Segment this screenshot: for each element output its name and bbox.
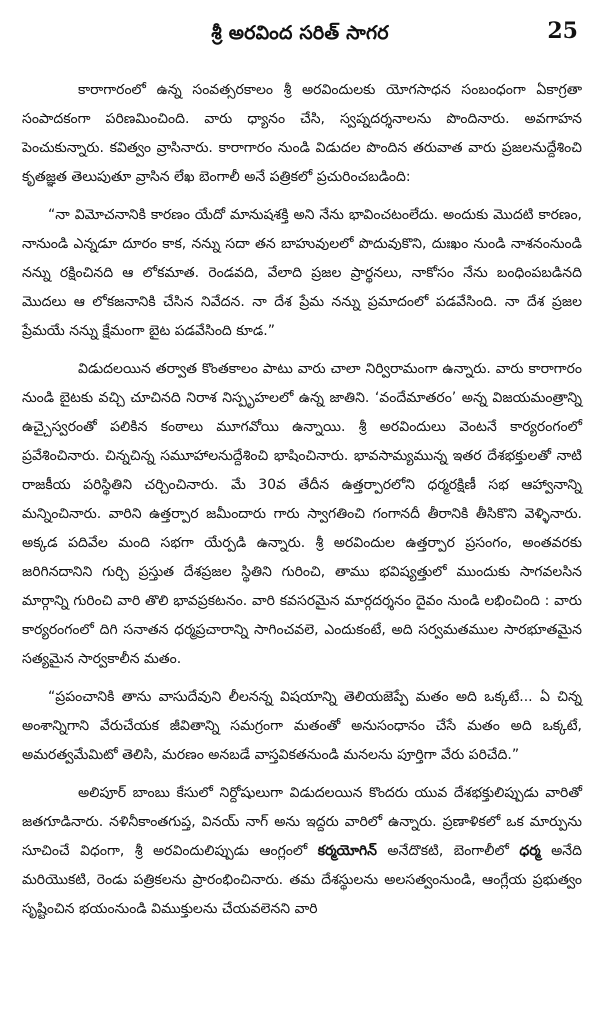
body-text [22, 76, 582, 933]
page-header [0, 16, 600, 56]
paragraph-journals [22, 779, 582, 924]
quote-sanatana-dharma: “ప్రపంచానికి తాను వాసుదేవుని లీలనన్న విషయాన్ని తెలియజెప్పే మతం అది ఒక్కటే... ఏ చిన్న అంశాన్నిగాని వేరుచేయక జీవితాన్ని సమగ్రంగా మతంతో అనుసంధానం చేసే మతం అది ఒక్కటే, అమరత్వమేమిటో తెలిసి, మరణం అనబడే వాస్తవికతనుండి మనలను పూర్తిగా వేరు పరిచేది.” [22, 689, 582, 763]
running-title: శ్రీ అరవింద సరిత్ సాగర [211, 22, 389, 44]
journal-name-karmayogin: కర్మయోగిన్ [317, 843, 377, 859]
text-span: అలిపూర్ బాంబు కేసులో నిర్దోషులుగా విడుదలయిన కొందరు యువ దేశభక్తులిప్పుడు వారితో జతగూడినారు. నళినీకాంతగుప్త, వినయ్ నాగ్ అను ఇద్దరు వారిలో ఉన్నారు. ప్రణాళికలో ఒక మార్పును సూచించే విధంగా, శ్రీ అరవిందులిప్పుడు ఆంగ్లంలో [22, 785, 582, 859]
text-span: అనేది మరియొకటి, రెండు పత్రికలను ప్రారంభించినారు. తమ దేశస్థులను అలసత్వంనుండి, ఆంగ్లేయ ప్రభుత్వం సృష్టించిన భయంనుండి విముక్తులను చేయవలెనని వారి [22, 843, 582, 917]
page-number: 25 [547, 18, 578, 44]
paragraph-after-release: విడుదలయిన తర్వాత కొంతకాలం పాటు వారు చాలా నిర్విరామంగా ఉన్నారు. వారు కారాగారం నుండి బైటకు వచ్చి చూచినది నిరాశ నిస్పృహలలో ఉన్న జాతిని. ‘వందేమాతరం’ అన్న విజయమంత్రాన్ని ఉచ్చైస్వరంతో పలికిన కంఠాలు మూగవోయి ఉన్నాయి. శ్రీ అరవిందులు వెంటనే కార్యరంగంలో ప్రవేశించినారు. చిన్నచిన్న సమూహాలనుద్దేశించి భాషించినారు. భావసామ్యమున్న ఇతర దేశభక్తులతో నాటి రాజకీయ పరిస్థితిని చర్చించినారు. మే 30వ తేదీన ఉత్తర్పారలోని ధర్మరక్షిణీ సభ ఆహ్వానాన్ని మన్నించినారు. వారిని ఉత్తర్పార జమీందారు గారు స్వాగతించి గంగానదీ తీరానికి తీసికొని వెళ్ళినారు. అక్కడ పదివేల మంది సభగా యేర్పడి ఉన్నారు. శ్రీ అరవిందుల ఉత్తర్పార ప్రసంగం, అంతవరకు జరిగినదానిని గుర్చి ప్రస్తుత దేశప్రజల స్థితిని గురించి, తాము భవిష్యత్తులో ముందుకు సాగవలసిన మార్గాన్ని గురించి వారి తొలి భావప్రకటనం. వారి కవసరమైన మార్గదర్శనం దైవం నుండి లభించింది : వారు కార్యరంగంలో దిగి సనాతన ధర్మప్రచారాన్ని సాగించవలె, ఎందుకంటే, అది సర్వమతముల సారభూతమైన సత్యమైన సార్వకాలీన మతం. [22, 361, 582, 667]
paragraph-prison-period: కారాగారంలో ఉన్న సంవత్సరకాలం శ్రీ అరవిందులకు యోగసాధన సంబంధంగా ఏకాగ్రతా సంపాదకంగా పరిణమించింది. వారు ధ్యానం చేసి, స్వప్నదర్శనాలను పొందినారు. అవగాహన పెంచుకున్నారు. కవిత్వం వ్రాసినారు. కారాగారం నుండి విడుదల పొందిన తరువాత వారు ప్రజలనుద్దేశించి కృతజ్ఞత తెలుపుతూ వ్రాసిన లేఖ బెంగాలీ అనే పత్రికలో ప్రచురించబడింది: [22, 82, 582, 185]
quote-liberation-letter: “నా విమోచనానికి కారణం యేదో మానుషశక్తి అని నేను భావించటంలేదు. అందుకు మొదటి కారణం, నానుండి ఎన్నడూ దూరం కాక, నన్ను సదా తన బాహువులలో పొదువుకొని, దుఃఖం నుండి నాశనంనుండి నన్ను రక్షించినది ఆ లోకమాత. రెండవది, వేలాది ప్రజల ప్రార్థనలు, నాకోసం నేను బంధింపబడినది మొదలు ఆ లోకజనానికి చేసిన నివేదన. నా దేశ ప్రేమ నన్ను ప్రమాదంలో పడవేసింది. నా దేశ ప్రజల ప్రేమయే నన్ను క్షేమంగా బైట పడవేసింది కూడ.” [22, 207, 582, 339]
journal-name-dharma: ధర్మ [519, 843, 541, 859]
text-span: అనేదొకటి, బెంగాలీలో [376, 843, 520, 859]
